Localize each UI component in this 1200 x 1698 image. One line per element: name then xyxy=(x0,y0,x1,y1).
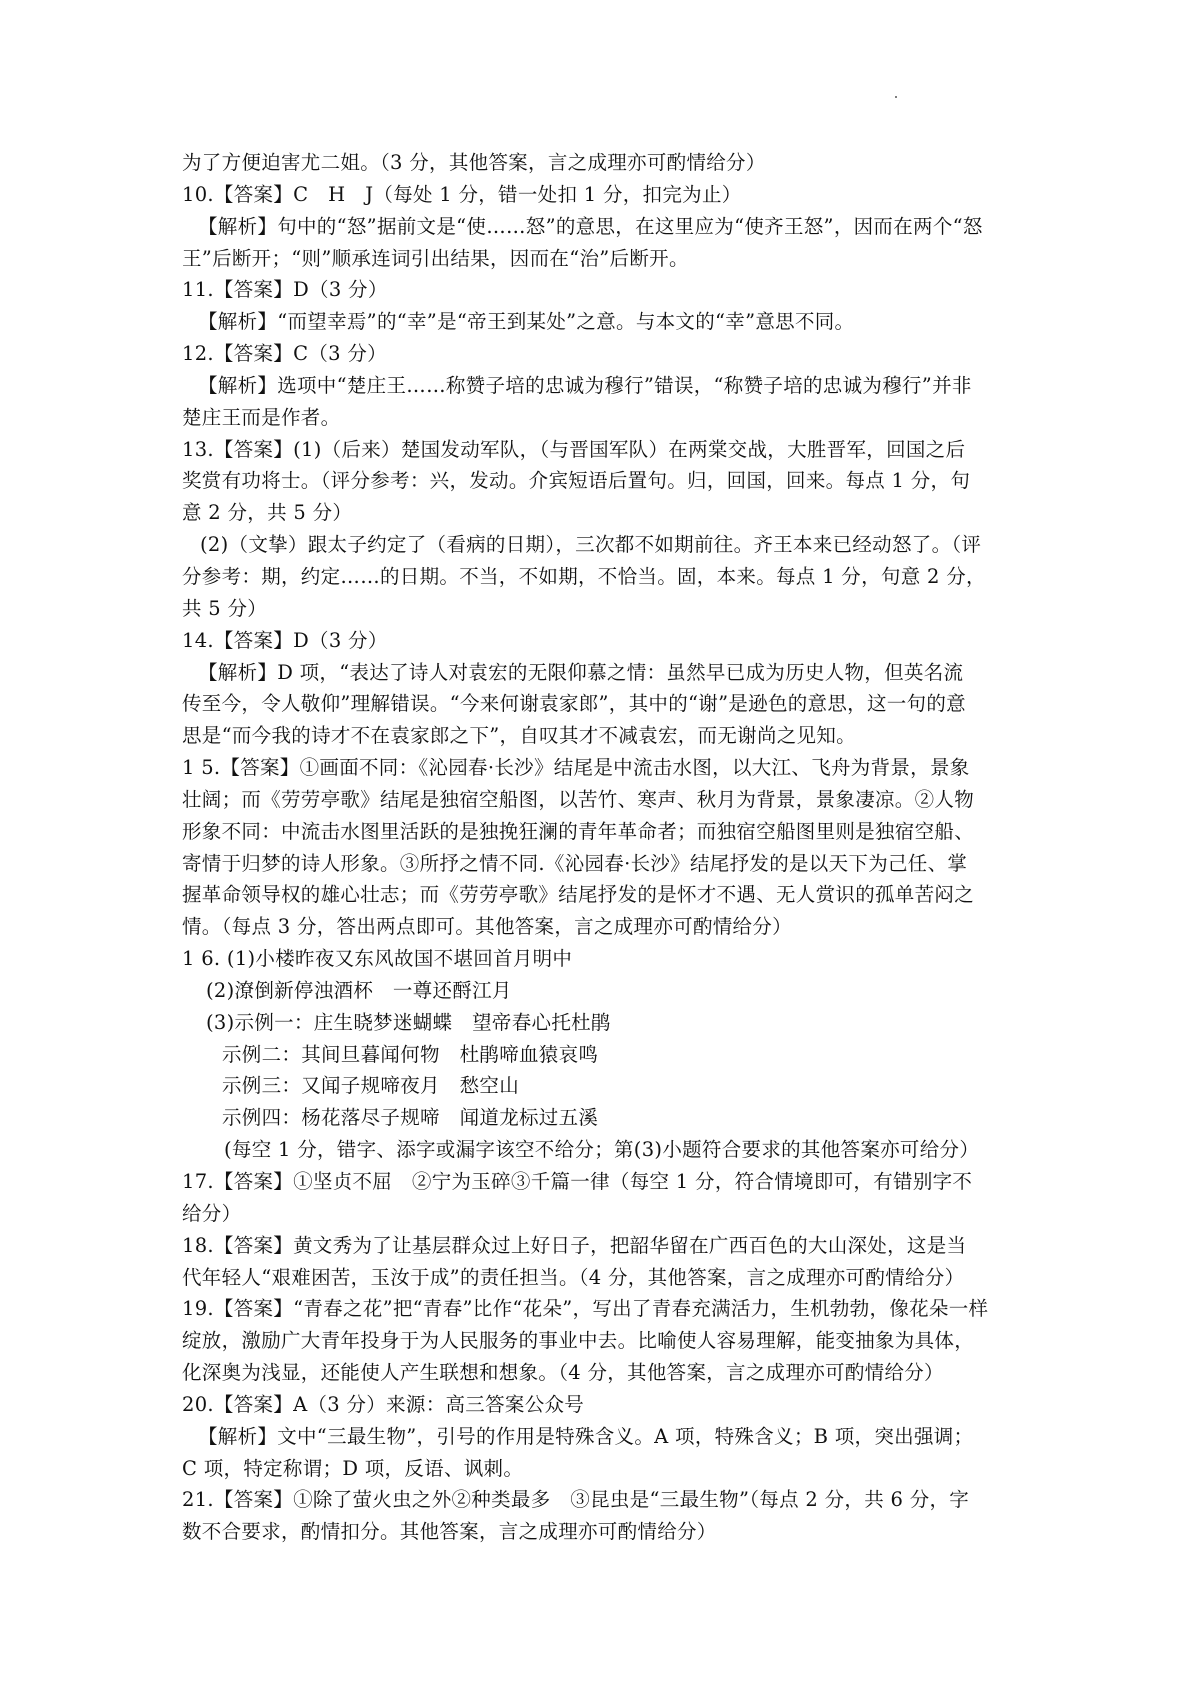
text-line: 数不合要求，酌情扣分。其他答案，言之成理亦可酌情给分） xyxy=(182,1520,717,1544)
text-line: 奖赏有功将士。（评分参考：兴，发动。介宾短语后置句。归，回国，回来。每点 1 分，句 xyxy=(182,469,971,493)
text-line: 传至今，令人敬仰”理解错误。“今来何谢袁家郎”，其中的“谢”是逊色的意思，这一句的意 xyxy=(182,692,966,716)
text-line: 给分） xyxy=(182,1201,242,1225)
text-line: 13.【答案】(1)（后来）楚国发动军队，（与晋国军队）在两棠交战，大胜晋军，回国之后 xyxy=(182,437,966,461)
text-line: 17.【答案】①坚贞不屈 ②宁为玉碎③千篇一律（每空 1 分，符合情境即可，有错别字不 xyxy=(182,1170,973,1193)
text-line: 思是“而今我的诗才不在袁家郎之下”，自叹其才不减袁宏，而无谢尚之见知。 xyxy=(182,724,856,748)
text-line: 示例三：又闻子规啼夜月 愁空山 xyxy=(222,1074,520,1098)
text-line: 【解析】D 项，“表达了诗人对袁宏的无限仰慕之情：虽然早已成为历史人物，但英名流 xyxy=(198,660,964,684)
scan-speck xyxy=(895,96,897,98)
text-line: 【解析】“而望幸焉”的“幸”是“帝王到某处”之意。与本文的“幸”意思不同。 xyxy=(198,310,855,334)
text-line: 1 6. (1)小楼昨夜又东风故国不堪回首月明中 xyxy=(182,947,573,971)
text-line: 【解析】文中“三最生物”，引号的作用是特殊含义。A 项，特殊含义；B 项，突出强调； xyxy=(198,1424,974,1448)
text-line: 共 5 分） xyxy=(182,596,268,620)
text-line: C 项，特定称谓；D 项，反语、讽刺。 xyxy=(182,1456,524,1480)
text-line: 21.【答案】①除了萤火虫之外②种类最多 ③昆虫是“三最生物”（每点 2 分，共 6 分，字 xyxy=(182,1488,970,1512)
text-line: 楚庄王而是作者。 xyxy=(182,405,341,429)
text-line: 分参考：期，约定……的日期。不当，不如期，不恰当。固，本来。每点 1 分，句意 2 分， xyxy=(182,564,986,588)
text-line: 11.【答案】D（3 分） xyxy=(182,278,388,302)
text-line: (2)（文挚）跟太子约定了（看病的日期），三次都不如期前往。齐王本来已经动怒了。（评 xyxy=(200,533,982,557)
text-line: 20.【答案】A（3 分）来源：高三答案公众号 xyxy=(182,1392,585,1416)
text-line: 化深奥为浅显，还能使人产生联想和想象。（4 分，其他答案，言之成理亦可酌情给分） xyxy=(182,1361,944,1385)
text-line: 壮阔；而《劳劳亭歌》结尾是独宿空船图，以苦竹、寒声、秋月为背景，景象凄凉。②人物 xyxy=(182,787,975,811)
text-line: 形象不同：中流击水图里活跃的是独挽狂澜的青年革命者；而独宿空船图里则是独宿空船、 xyxy=(182,819,975,843)
text-line: 12.【答案】C（3 分） xyxy=(182,342,387,366)
text-line: 王”后断开；“则”顺承连词引出结果，因而在“治”后断开。 xyxy=(182,246,689,270)
text-line: 握革命领导权的雄心壮志；而《劳劳亭歌》结尾抒发的是怀才不遇、无人赏识的孤单苦闷之 xyxy=(182,883,975,907)
text-line: 10.【答案】C H J（每处 1 分，错一处扣 1 分，扣完为止） xyxy=(182,182,742,206)
text-line: (3)示例一：庄生晓梦迷蝴蝶 望帝春心托杜鹃 xyxy=(206,1010,611,1034)
text-line: 【解析】选项中“楚庄王……称赞子培的忠诚为穆行”错误，“称赞子培的忠诚为穆行”并非 xyxy=(198,373,972,397)
text-line: 绽放，激励广大青年投身于为人民服务的事业中去。比喻使人容易理解，能变抽象为具体， xyxy=(182,1329,975,1353)
text-line: (2)潦倒新停浊酒杯 一尊还酹江月 xyxy=(206,978,512,1002)
text-line: 意 2 分，共 5 分） xyxy=(182,501,353,525)
text-line: 18.【答案】黄文秀为了让基层群众过上好日子，把韶华留在广西百色的大山深处，这是当 xyxy=(182,1233,967,1257)
text-line: 代年轻人“艰难困苦，玉汝于成”的责任担当。（4 分，其他答案，言之成理亦可酌情给分） xyxy=(182,1265,965,1289)
text-line: 情。（每点 3 分，答出两点即可。其他答案，言之成理亦可酌情给分） xyxy=(182,915,792,939)
text-line: 为了方便迫害尤二姐。（3 分，其他答案，言之成理亦可酌情给分） xyxy=(182,151,766,174)
text-line: 示例二：其间旦暮闻何物 杜鹃啼血猿哀鸣 xyxy=(222,1042,599,1066)
answer-key-text xyxy=(182,147,1042,1548)
text-line: 寄情于归梦的诗人形象。③所抒之情不同.《沁园春·长沙》结尾抒发的是以天下为己任、掌 xyxy=(182,851,968,875)
text-line: 19.【答案】“青春之花”把“青春”比作“花朵”，写出了青春充满活力，生机勃勃，像花朵一样 xyxy=(182,1297,989,1321)
text-line: (每空 1 分，错字、添字或漏字该空不给分；第(3)小题符合要求的其他答案亦可给分） xyxy=(224,1138,980,1162)
text-line: 【解析】句中的“怒”据前文是“使……怒”的意思，在这里应为“使齐王怒”，因而在两个“怒 xyxy=(198,214,983,238)
text-line: 1 5.【答案】①画面不同：《沁园春·长沙》结尾是中流击水图，以大江、飞舟为背景，景象 xyxy=(182,756,970,780)
text-line: 示例四：杨花落尽子规啼 闻道龙标过五溪 xyxy=(222,1106,599,1130)
text-line: 14.【答案】D（3 分） xyxy=(182,628,388,652)
